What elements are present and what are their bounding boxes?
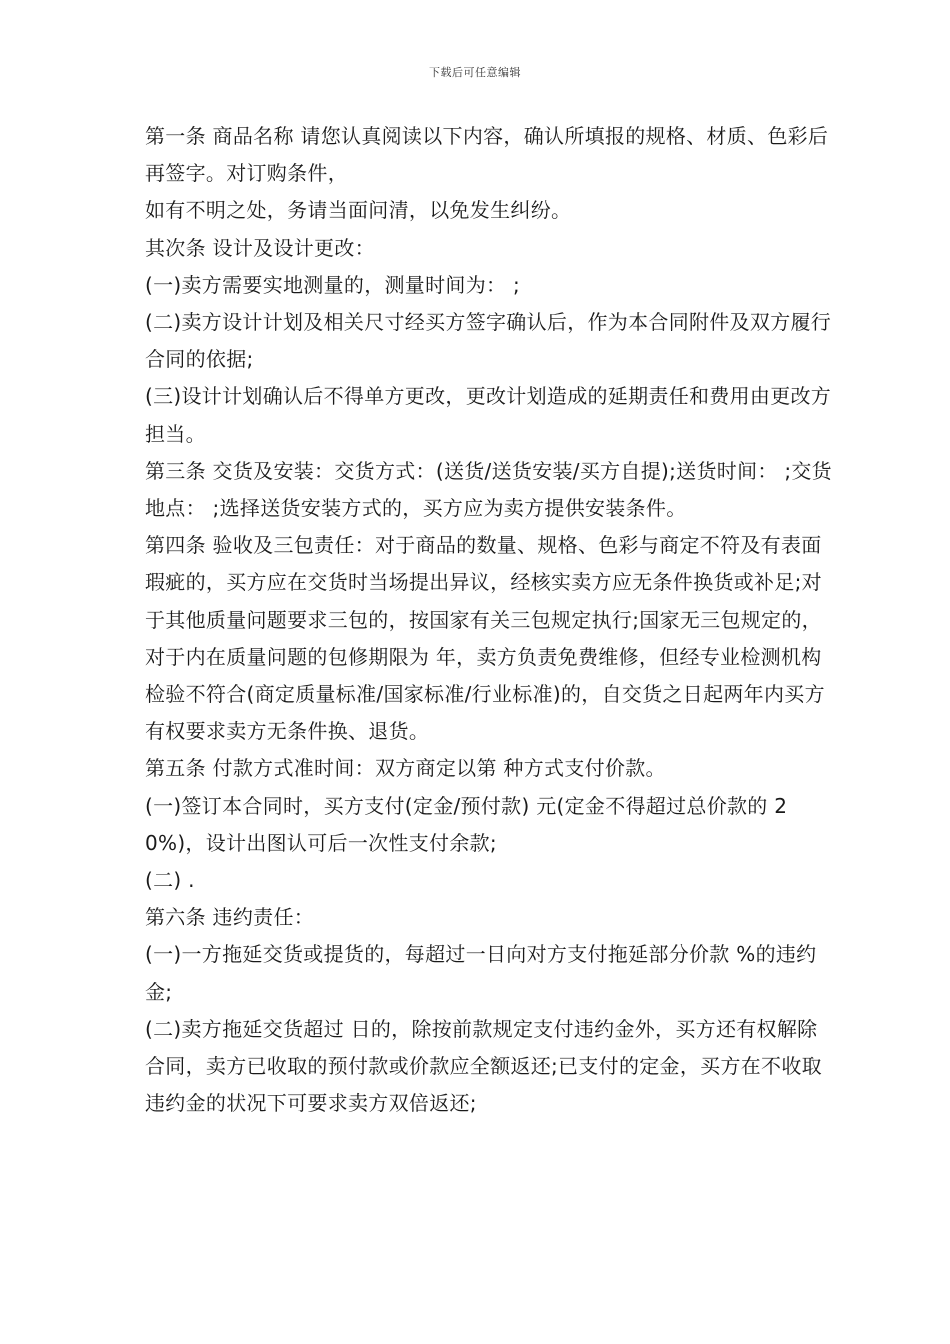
paragraph: (一)一方拖延交货或提货的，每超过一日向对方支付拖延部分价款 %的违约金; [145, 942, 817, 1004]
paragraph: 其次条 设计及设计更改： [145, 235, 375, 260]
paragraph: (二) . [145, 868, 195, 893]
paragraph: (二)卖方拖延交货超过 日的，除按前款规定支付违约金外，买方还有权解除合同，卖方已收取的预付款或价款应全额返还;已支付的定金，买方在不收取违约金的状况下可要求卖方双倍返还; [145, 1016, 822, 1116]
page-header: 下载后可任意编辑 [429, 66, 521, 79]
paragraph: 第四条 验收及三包责任：对于商品的数量、规格、色彩与商定不符及有表面瑕疵的，买方应在交货时当场提出异议，经核实卖方应无条件换货或补足;对于其他质量问题要求三包的，按国家有关三包规定执行;国家无三包规定的，对于内在质量问题的包修期限为 年，卖方负责免费维修，但经专业检测机构检验不符合(商定质量标准/国家标准/行业标准)的，自交货之日起两年内买方有权要求卖方无条件换、退货。 [145, 533, 825, 744]
paragraph: (二)卖方设计计划及相关尺寸经买方签字确认后，作为本合同附件及双方履行合同的依据; [145, 310, 832, 372]
paragraph: 第五条 付款方式准时间：双方商定以第 种方式支付价款。 [145, 756, 666, 781]
paragraph: 第六条 违约责任： [145, 905, 315, 930]
document-body [145, 118, 835, 1122]
paragraph: (三)设计计划确认后不得单方更改，更改计划造成的延期责任和费用由更改方担当。 [145, 384, 832, 446]
paragraph: (一)卖方需要实地测量的，测量时间为： ; [145, 272, 521, 297]
paragraph: 第一条 商品名称 请您认真阅读以下内容，确认所填报的规格、材质、色彩后再签字。对订购条件， [145, 124, 829, 186]
paragraph: 如有不明之处，务请当面问清，以免发生纠纷。 [145, 198, 572, 223]
paragraph: 第三条 交货及安装：交货方式：(送货/送货安装/买方自提);送货时间： ;交货地点： ;选择送货安装方式的，买方应为卖方提供安装条件。 [145, 458, 832, 521]
paragraph: (一)签订本合同时，买方支付(定金/预付款) 元(定金不得超过总价款的 20%)，设计出图认可后一次性支付余款; [145, 793, 788, 855]
